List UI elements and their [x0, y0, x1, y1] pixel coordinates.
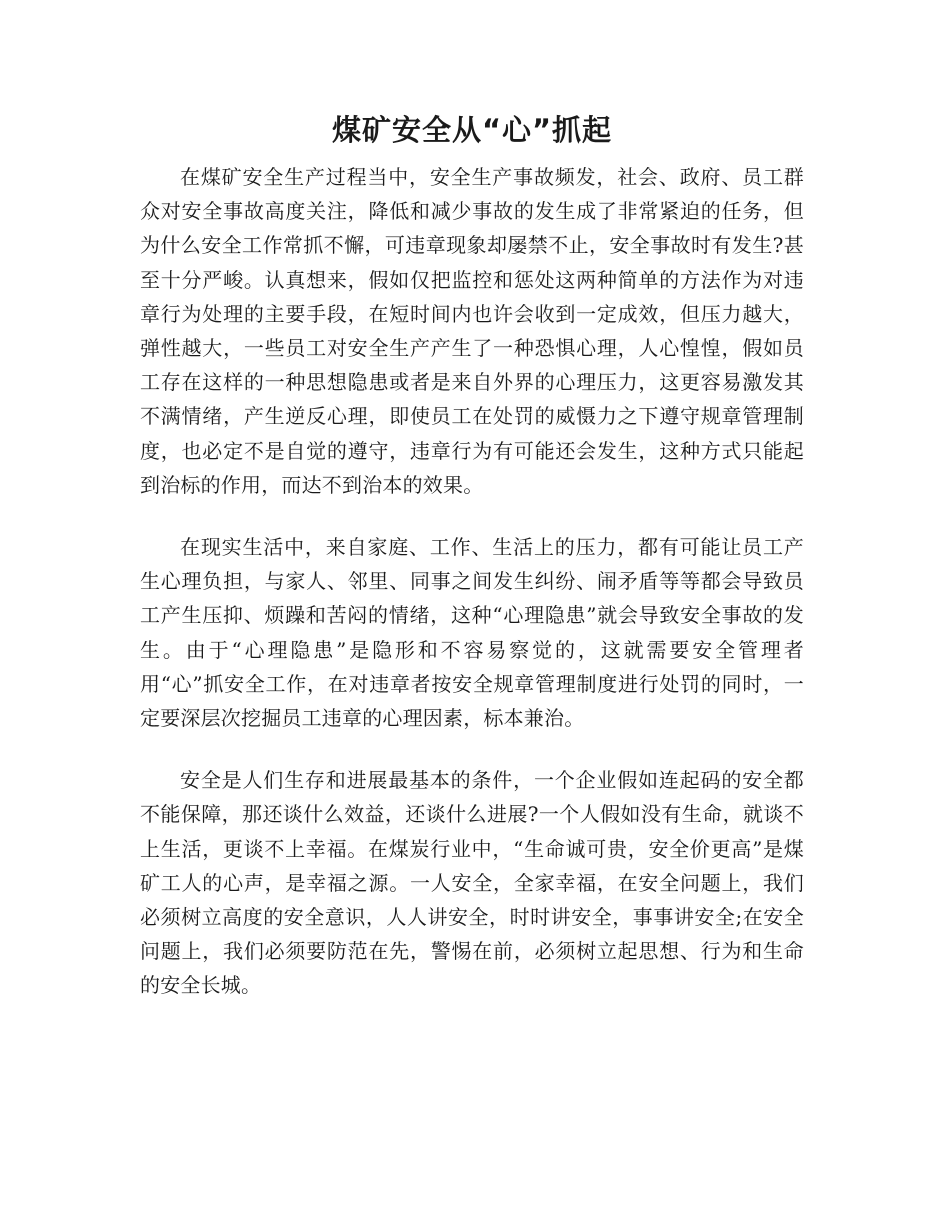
- paragraph-2: 在现实生活中，来自家庭、工作、生活上的压力，都有可能让员工产生心理负担，与家人、邻里、同事之间发生纠纷、闹矛盾等等都会导致员工产生压抑、烦躁和苦闷的情绪，这种“心理隐患”就会导致安全事故的发生。由于“心理隐患”是隐形和不容易察觉的，这就需要安全管理者用“心”抓安全工作，在对违章者按安全规章管理制度进行处罚的同时，一定要深层次挖掘员工违章的心理因素，标本兼治。: [140, 535, 804, 731]
- paragraph-3: 安全是人们生存和进展最基本的条件，一个企业假如连起码的安全都不能保障，那还谈什么效益，还谈什么进展?一个人假如没有生命，就谈不上生活，更谈不上幸福。在煤炭行业中，“生命诚可贵，安全价更高”是煤矿工人的心声，是幸福之源。一人安全，全家幸福，在安全问题上，我们必须树立高度的安全意识，人人讲安全，时时讲安全，事事讲安全;在安全问题上，我们必须要防范在先，警惕在前，必须树立起思想、行为和生命的安全长城。: [140, 768, 804, 998]
- document-page: [140, 100, 804, 1003]
- document-title: 煤矿安全从“心”抓起: [331, 113, 613, 147]
- paragraph-1: 在煤矿安全生产过程当中，安全生产事故频发，社会、政府、员工群众对安全事故高度关注，降低和减少事故的发生成了非常紧迫的任务，但为什么安全工作常抓不懈，可违章现象却屡禁不止，安全事故时有发生?甚至十分严峻。认真想来，假如仅把监控和惩处这两种简单的方法作为对违章行为处理的主要手段，在短时间内也许会收到一定成效，但压力越大，弹性越大，一些员工对安全生产产生了一种恐惧心理，人心惶惶，假如员工存在这样的一种思想隐患或者是来自外界的心理压力，这更容易激发其不满情绪，产生逆反心理，即使员工在处罚的威慑力之下遵守规章管理制度，也必定不是自觉的遵守，违章行为有可能还会发生，这种方式只能起到治标的作用，而达不到治本的效果。: [140, 165, 804, 497]
